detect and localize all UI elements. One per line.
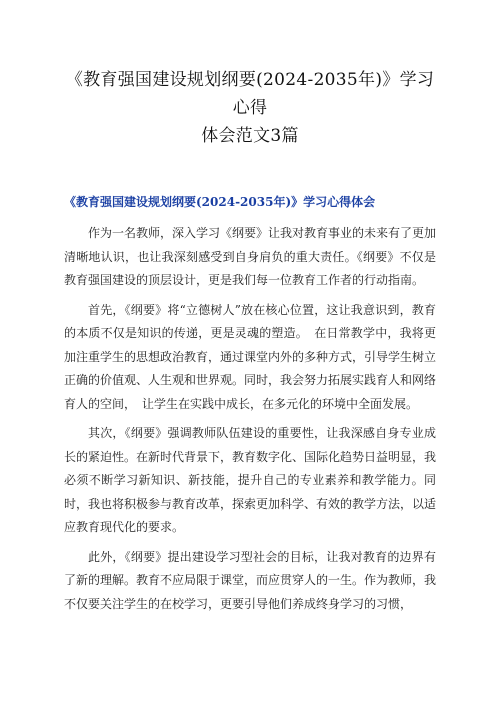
section-heading: 《教育强国建设规划纲要(2024-2035年)》学习心得体会	[64, 195, 376, 209]
body-paragraph-2: 首先，《纲要》将“立德树人”放在核心位置，这让我意识到，教育的本质不仅是知识的传递，更是灵魂的塑造。 在日常教学中，我将更加注重学生的思想政治教育，通过课堂内外的多种方式，引导学生树立正确的价值观、人生观和世界观。同时，我会努力拓展实践育人和网络育人的空间， 让学生在实践中成长，在多元化的环境中全面发展。	[64, 302, 437, 411]
document-title	[64, 66, 436, 150]
title-line-1: 《教育强国建设规划纲要(2024-2035年)》学习心得	[65, 70, 435, 118]
title-line-2: 体会范文3篇	[201, 126, 299, 146]
body-paragraph-1: 作为一名教师，深入学习《纲要》让我对教育事业的未来有了更加清晰地认识，也让我深刻感受到自身肩负的重大责任。《纲要》不仅是教育强国建设的顶层设计，更是我们每一位教育工作者的行动指南。	[64, 226, 437, 287]
body-paragraph-4: 此外，《纲要》提出建设学习型社会的目标，让我对教育的边界有了新的理解。教育不应局限于课堂，而应贯穿人的一生。作为教师，我不仅要关注学生的在校学习，更要引导他们养成终身学习的习惯，	[64, 549, 437, 611]
body-paragraph-3: 其次，《纲要》强调教师队伍建设的重要性，让我深感自身专业成长的紧迫性。在新时代背景下，教育数字化、国际化趋势日益明显，我必须不断学习新知识、新技能，提升自己的专业素养和教学能力。同时，我也将积极参与教育改革，探索更加科学、有效的教学方法，以适应教育现代化的要求。	[64, 426, 437, 534]
